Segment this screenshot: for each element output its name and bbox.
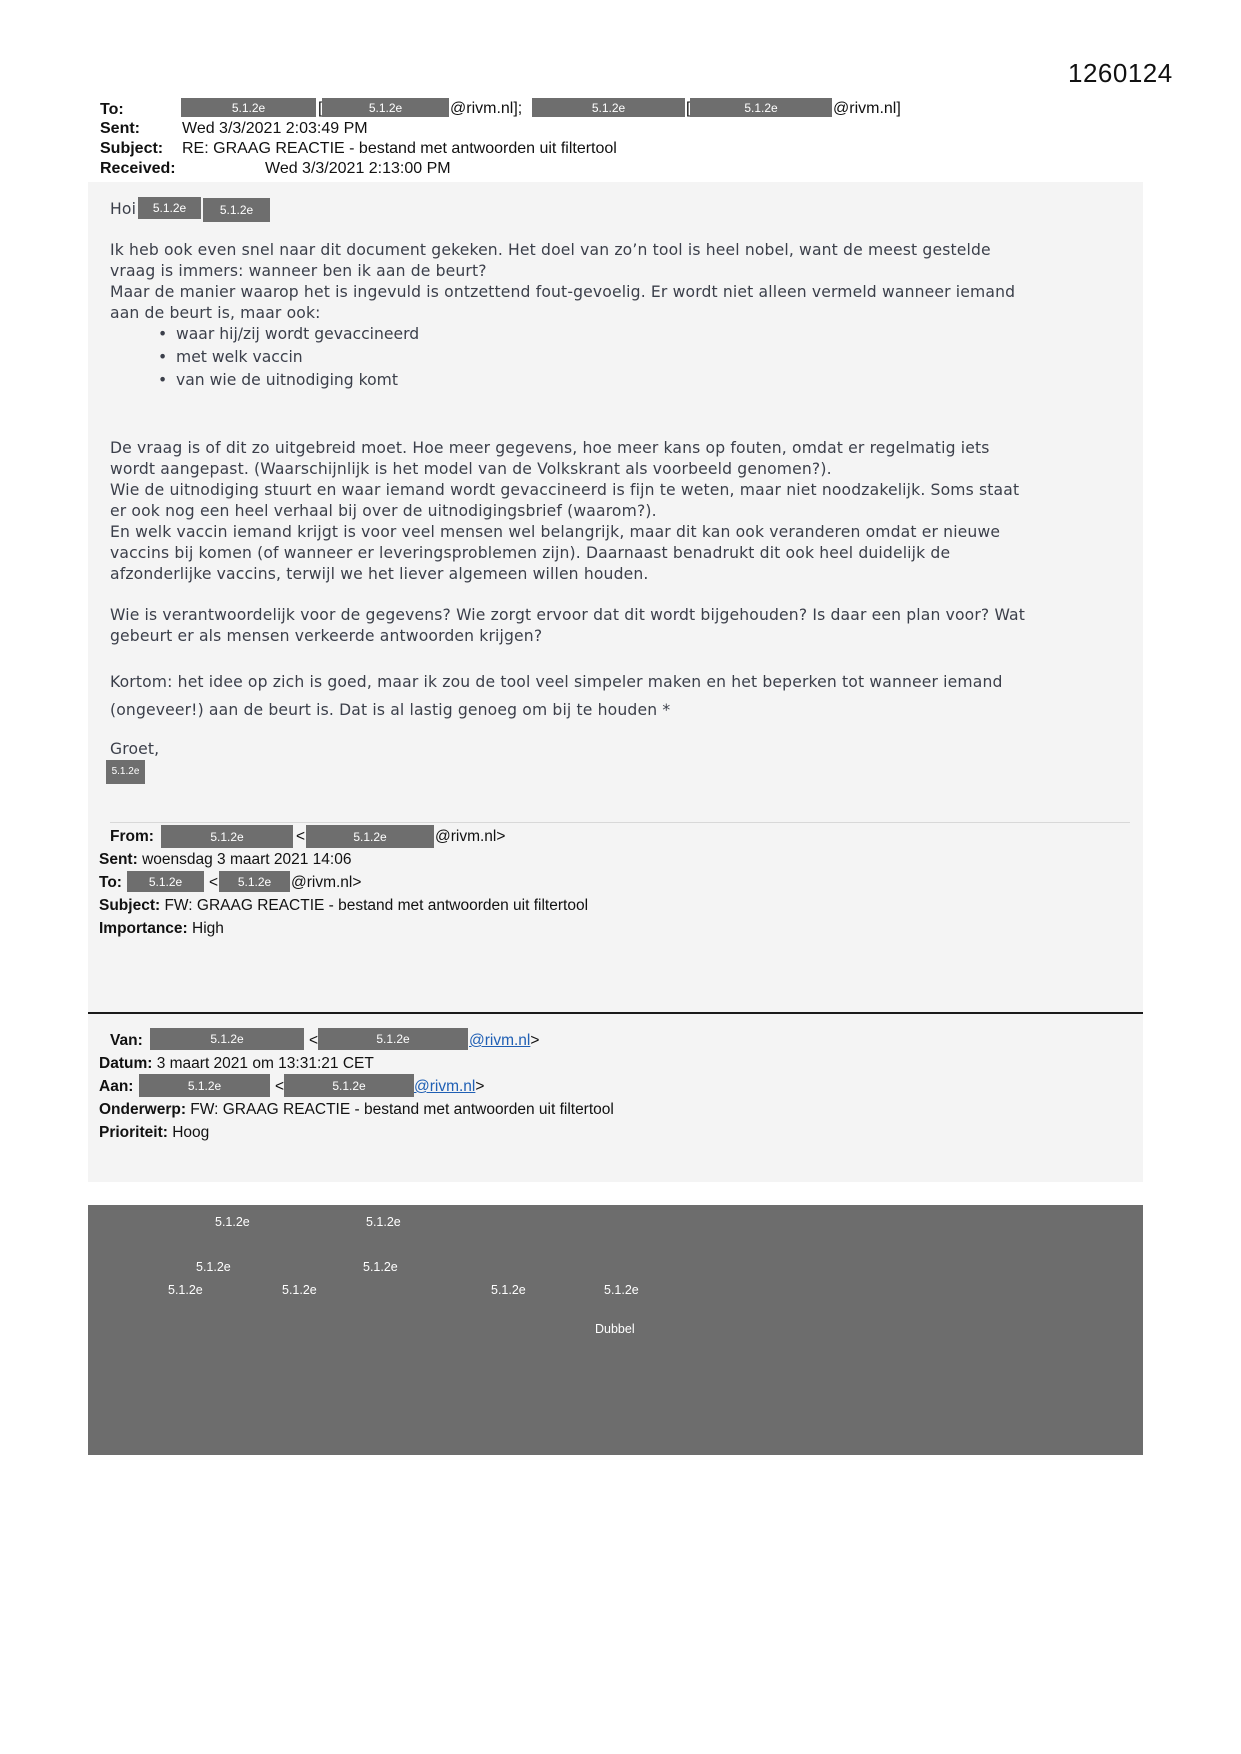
redacted-recipient-address: 5.1.2e bbox=[690, 98, 832, 117]
angle-bracket: < bbox=[209, 874, 219, 891]
text-line: Ik heb ook even snel naar dit document gekeken. Het doel van zo’n tool is heel nobel, want de meest gestelde bbox=[110, 241, 991, 259]
divider bbox=[110, 822, 1130, 823]
redaction-code-label: 5.1.2e bbox=[366, 1215, 401, 1229]
redacted-sender-name: 5.1.2e bbox=[161, 825, 293, 848]
importance-line: Importance: High bbox=[99, 920, 224, 937]
paragraph-intro bbox=[110, 240, 1140, 324]
header-subject-label: Subject: bbox=[100, 140, 164, 157]
bullet-text: van wie de uitnodiging komt bbox=[176, 371, 398, 389]
bullet-text: met welk vaccin bbox=[176, 348, 303, 366]
redaction-code-label: 5.1.2e bbox=[282, 1283, 317, 1297]
aan-label: Aan: bbox=[99, 1078, 134, 1095]
redacted-recipient-address: 5.1.2e bbox=[284, 1074, 414, 1097]
onderwerp-line: Onderwerp: FW: GRAAG REACTIE - bestand met antwoorden uit filtertool bbox=[99, 1101, 614, 1118]
paragraph-concerns bbox=[110, 438, 1140, 585]
redacted-recipient-name: 5.1.2e bbox=[532, 98, 685, 117]
to-label: To: bbox=[99, 874, 122, 891]
angle-bracket: < bbox=[296, 828, 306, 845]
text-line: afzonderlijke vaccins, terwijl we het liever algemeen willen houden. bbox=[110, 565, 649, 583]
angle-bracket: < bbox=[275, 1078, 285, 1095]
redaction-reason-label: Dubbel bbox=[595, 1322, 635, 1336]
email-domain: @rivm.nl> bbox=[291, 874, 362, 891]
bullet-item: • van wie de uitnodiging komt bbox=[158, 371, 398, 389]
van-email-link[interactable]: @rivm.nl bbox=[469, 1032, 531, 1049]
redacted-recipient-name: 5.1.2e bbox=[139, 1074, 270, 1097]
text-line: er ook nog een heel verhaal bij over de uitnodigingsbrief (waarom?). bbox=[110, 502, 657, 520]
bullet-item: • waar hij/zij wordt gevaccineerd bbox=[158, 325, 420, 343]
redacted-signature: 5.1.2e bbox=[106, 760, 145, 784]
text-line: De vraag is of dit zo uitgebreid moet. Hoe meer gegevens, hoe meer kans op fouten, omdat er regelmatig iets bbox=[110, 439, 990, 457]
aan-email-link[interactable]: @rivm.nl bbox=[414, 1078, 476, 1095]
separator-rule bbox=[88, 1012, 1143, 1014]
sent-line: Sent: woensdag 3 maart 2021 14:06 bbox=[99, 851, 352, 868]
from-label: From: bbox=[110, 828, 154, 845]
angle-bracket: < bbox=[309, 1032, 319, 1049]
text-line: Wie is verantwoordelijk voor de gegevens? Wie zorgt ervoor dat dit wordt bijgehouden? Is daar een plan voor? Wat bbox=[110, 606, 1026, 624]
text-line: En welk vaccin iemand krijgt is voor veel mensen wel belangrijk, maar dit kan ook veranderen omdat er nieuwe bbox=[110, 523, 1001, 541]
text-line: Maar de manier waarop het is ingevuld is ontzettend fout-gevoelig. Er wordt niet alleen vermeld wanneer iemand bbox=[110, 283, 1016, 301]
redaction-code-label: 5.1.2e bbox=[604, 1283, 639, 1297]
text-line: (ongeveer!) aan de beurt is. Dat is al lastig genoeg om bij te houden * bbox=[110, 701, 671, 719]
text-line: gebeurt er als mensen verkeerde antwoorden krijgen? bbox=[110, 627, 543, 645]
email-domain: @rivm.nl] bbox=[833, 100, 901, 117]
redaction-code-label: 5.1.2e bbox=[196, 1260, 231, 1274]
angle-bracket: > bbox=[475, 1078, 485, 1095]
redaction-code-label: 5.1.2e bbox=[168, 1283, 203, 1297]
text-line: Wie de uitnodiging stuurt en waar iemand wordt gevaccineerd is fijn te weten, maar niet noodzakelijk. Soms staat bbox=[110, 481, 1020, 499]
redacted-sender-address: 5.1.2e bbox=[306, 825, 434, 848]
redaction-code-label: 5.1.2e bbox=[215, 1215, 250, 1229]
header-subject-value: RE: GRAAG REACTIE - bestand met antwoorden uit filtertool bbox=[182, 140, 617, 157]
text-line: Kortom: het idee op zich is goed, maar ik zou de tool veel simpeler maken en het beperken tot wanneer iemand bbox=[110, 673, 1003, 691]
prioriteit-line: Prioriteit: Hoog bbox=[99, 1124, 210, 1141]
redacted-recipient-name: 5.1.2e bbox=[181, 98, 316, 117]
redacted-recipient-address: 5.1.2e bbox=[219, 871, 290, 892]
bullet-text: waar hij/zij wordt gevaccineerd bbox=[176, 325, 420, 343]
subject-line: Subject: FW: GRAAG REACTIE - bestand met antwoorden uit filtertool bbox=[99, 897, 589, 914]
paragraph-conclusion bbox=[110, 668, 1140, 724]
document-number: 1260124 bbox=[1068, 58, 1173, 88]
bullet-item: • met welk vaccin bbox=[158, 348, 303, 366]
paragraph-questions bbox=[110, 605, 1140, 647]
redacted-name: 5.1.2e bbox=[203, 198, 270, 222]
header-received-value: Wed 3/3/2021 2:13:00 PM bbox=[265, 160, 451, 177]
angle-bracket: > bbox=[530, 1032, 540, 1049]
email-link[interactable] bbox=[469, 1031, 539, 1051]
text-line: vaccins bij komen (of wanneer er leveringsproblemen zijn). Daarnaast benadrukt dit ook heel duidelijk de bbox=[110, 544, 951, 562]
redacted-sender-name: 5.1.2e bbox=[150, 1028, 304, 1050]
redacted-recipient-address: 5.1.2e bbox=[322, 98, 449, 117]
header-sent-label: Sent: bbox=[100, 120, 140, 137]
closing: Groet, bbox=[110, 740, 160, 758]
redacted-recipient-name: 5.1.2e bbox=[127, 871, 204, 892]
email-link[interactable] bbox=[414, 1077, 484, 1097]
text-line: vraag is immers: wanneer ben ik aan de beurt? bbox=[110, 262, 487, 280]
header-to-label: To: bbox=[100, 101, 124, 118]
greeting: Hoi bbox=[110, 200, 137, 218]
redacted-sender-address: 5.1.2e bbox=[318, 1028, 468, 1050]
text-line: aan de beurt is, maar ook: bbox=[110, 304, 321, 322]
redaction-code-label: 5.1.2e bbox=[363, 1260, 398, 1274]
redacted-name: 5.1.2e bbox=[138, 197, 201, 219]
redaction-code-label: 5.1.2e bbox=[491, 1283, 526, 1297]
header-sent-value: Wed 3/3/2021 2:03:49 PM bbox=[182, 120, 368, 137]
email-domain: @rivm.nl]; bbox=[450, 100, 523, 117]
van-label: Van: bbox=[110, 1032, 143, 1049]
bracket: [ bbox=[686, 100, 691, 117]
email-domain: @rivm.nl> bbox=[435, 828, 506, 845]
datum-line: Datum: 3 maart 2021 om 13:31:21 CET bbox=[99, 1055, 374, 1072]
bracket: [ bbox=[318, 100, 323, 117]
header-received-label: Received: bbox=[100, 160, 176, 177]
text-line: wordt aangepast. (Waarschijnlijk is het model van de Volkskrant als voorbeeld genomen?). bbox=[110, 460, 832, 478]
